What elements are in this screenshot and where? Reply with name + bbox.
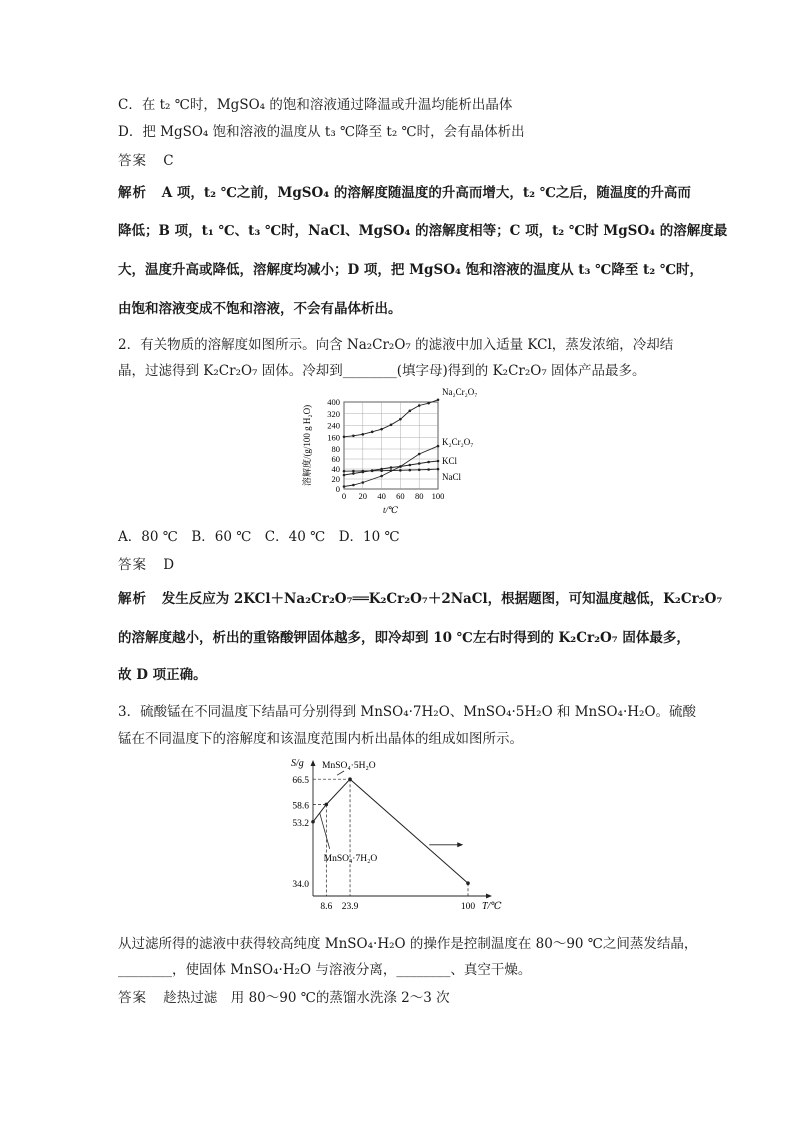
y-tick-label: 53.2 — [292, 818, 309, 829]
analysis-label: 解析 — [118, 185, 147, 201]
x-tick-label: 23.9 — [341, 902, 359, 912]
y-tick-label: 240 — [327, 420, 340, 431]
answer-label: 答案 — [118, 990, 147, 1006]
x-tick-label: 0 — [341, 491, 347, 501]
series-label: Na₂Cr₂O₇ — [442, 386, 478, 397]
annotation-label: MnSO₄·5H₂O — [322, 761, 376, 771]
x-tick-label: 40 — [377, 491, 386, 501]
q1-analysis-line-3: 大，温度升高或降低，溶解度均减小；D 项，把 MgSO₄ 饱和溶液的温度从 t₃ ℃降至 t₂ ℃时， — [118, 262, 704, 278]
q1-analysis-line-4: 由饱和溶液变成不饱和溶液，不会有晶体析出。 — [118, 301, 402, 317]
answer-value: 趁热过滤 用 80～90 ℃的蒸馏水洗涤 2～3 次 — [163, 990, 450, 1006]
data-point — [352, 472, 355, 475]
q2-options: A．80 ℃ B．60 ℃ C．40 ℃ D．10 ℃ — [118, 529, 400, 545]
data-point — [352, 470, 355, 473]
data-point — [380, 475, 383, 478]
data-point — [399, 418, 402, 421]
mnso4-solubility-chart — [280, 756, 520, 928]
data-point — [437, 468, 440, 471]
series-label: NaCl — [442, 472, 461, 483]
answer-label: 答案 — [118, 153, 147, 169]
data-point — [409, 469, 412, 472]
series-label: KCl — [442, 456, 458, 466]
annotation-arrowhead — [457, 842, 463, 847]
q3-answer-row — [118, 989, 450, 1007]
y-tick-label: 80 — [331, 444, 340, 454]
data-point — [380, 428, 383, 431]
y-tick-label: 60 — [331, 454, 340, 464]
y-tick-label: 58.6 — [292, 801, 309, 812]
x-axis-arrow — [486, 894, 492, 899]
data-point — [343, 470, 346, 473]
data-point — [390, 469, 393, 472]
q2-analysis-line-1: 解析 发生反应为 2KCl＋Na₂Cr₂O₇══K₂Cr₂O₇＋2NaCl，根据题图，可知温度越低，K₂Cr₂O₇ — [118, 591, 723, 607]
x-tick-label: 60 — [396, 491, 405, 501]
q3-stem-line-1: 3．硫酸锰在不同温度下结晶可分别得到 MnSO₄·7H₂O、MnSO₄·5H₂O 和 MnSO₄·H₂O。硫酸 — [118, 704, 697, 720]
y-axis-arrow — [311, 760, 316, 766]
solubility-line — [313, 779, 468, 883]
data-point — [399, 465, 402, 468]
data-point — [362, 433, 365, 436]
data-point — [362, 481, 365, 484]
solubility-chart — [296, 386, 536, 522]
q1-analysis-line-1: 解析 A 项，t₂ ℃之前，MgSO₄ 的溶解度随温度的升高而增大，t₂ ℃之后，随温度的升高而 — [118, 185, 691, 201]
y-tick-label: 320 — [327, 408, 340, 419]
data-point — [418, 469, 421, 472]
data-point — [343, 436, 346, 439]
data-point — [427, 461, 430, 464]
data-point — [418, 404, 421, 407]
annotation-arrow — [337, 771, 344, 775]
q3-stem-line-2: 锰在不同温度下的溶解度和该温度范围内析出晶体的组成如图所示。 — [118, 731, 523, 747]
y-tick-label: 40 — [331, 464, 340, 474]
y-tick-label: 66.5 — [292, 776, 309, 787]
x-tick-label: 80 — [414, 491, 424, 501]
data-point — [362, 470, 365, 473]
analysis-label: 解析 — [118, 591, 147, 607]
x-tick-label: 20 — [358, 491, 368, 501]
plot-frame — [344, 402, 438, 489]
answer-value: C — [163, 153, 174, 169]
data-point — [343, 485, 346, 488]
data-point — [437, 398, 440, 401]
data-point — [352, 484, 355, 487]
data-point — [371, 431, 374, 434]
data-point — [311, 820, 315, 824]
data-point — [390, 423, 393, 426]
series-label: K₂Cr₂O₇ — [442, 437, 474, 448]
y-tick-label: 34.0 — [292, 880, 309, 891]
data-point — [390, 466, 393, 469]
q1-answer-row — [118, 152, 174, 170]
data-point — [380, 469, 383, 472]
answer-value: D — [163, 557, 175, 573]
q1-option-c: C．在 t₂ ℃时，MgSO₄ 的饱和溶液通过降温或升温均能析出晶体 — [118, 97, 513, 113]
data-point — [437, 460, 440, 463]
y-axis-label: 溶解度/(g/100 g H₂O) — [302, 404, 312, 487]
y-tick-label: 160 — [327, 432, 340, 443]
q3-after-line-2: ________，使固体 MnSO₄·H₂O 与溶液分离，________、真空干燥。 — [118, 962, 532, 978]
x-axis-label: T/℃ — [482, 901, 502, 912]
q2-analysis-line-2: 的溶解度越小，析出的重铬酸钾固体越多，即冷却到 10 ℃左右时得到的 K₂Cr₂O₇ 固体最多， — [118, 630, 690, 646]
x-tick-label: 100 — [431, 491, 445, 501]
x-tick-label: 100 — [460, 902, 476, 912]
data-point — [352, 434, 355, 437]
q1-analysis-line-2: 降低；B 项，t₁ ℃、t₃ ℃时，NaCl、MgSO₄ 的溶解度相等；C 项，t₂ ℃时 MgSO₄ 的溶解度最 — [118, 223, 728, 239]
data-point — [399, 469, 402, 472]
x-axis-label: t/℃ — [383, 505, 399, 515]
q1-option-d: D．把 MgSO₄ 饱和溶液的温度从 t₃ ℃降至 t₂ ℃时，会有晶体析出 — [118, 124, 525, 140]
q3-after-line-1: 从过滤所得的滤液中获得较高纯度 MnSO₄·H₂O 的操作是控制温度在 80～90 ℃之间蒸发结晶， — [118, 936, 698, 952]
q2-stem-line-1: 2．有关物质的溶解度如图所示。向含 Na₂Cr₂O₇ 的滤液中加入适量 KCl，蒸发浓缩，冷却结 — [118, 337, 674, 353]
data-point — [427, 468, 430, 471]
annotation-label: MnSO₄·7H₂O — [323, 853, 378, 864]
y-tick-label: 400 — [327, 397, 340, 407]
data-point — [418, 462, 421, 465]
series-line — [344, 400, 438, 437]
q2-stem-line-2: 晶，过滤得到 K₂Cr₂O₇ 固体。冷却到________(填字母)得到的 K₂Cr₂O₇ 固体产品最多。 — [118, 363, 646, 379]
data-point — [418, 453, 421, 456]
data-point — [371, 470, 374, 473]
y-axis-label: S/g — [291, 758, 304, 769]
y-tick-label: 0 — [335, 484, 340, 494]
data-point — [409, 464, 412, 467]
data-point — [427, 402, 430, 405]
answer-label: 答案 — [118, 557, 147, 573]
x-tick-label: 8.6 — [320, 902, 333, 912]
y-tick-label: 20 — [331, 474, 340, 484]
annotation-arrow — [320, 813, 330, 849]
q2-answer-row — [118, 556, 174, 574]
data-point — [343, 474, 346, 477]
data-point — [409, 410, 412, 413]
q2-analysis-line-3: 故 D 项正确。 — [118, 667, 207, 683]
data-point — [437, 445, 440, 448]
